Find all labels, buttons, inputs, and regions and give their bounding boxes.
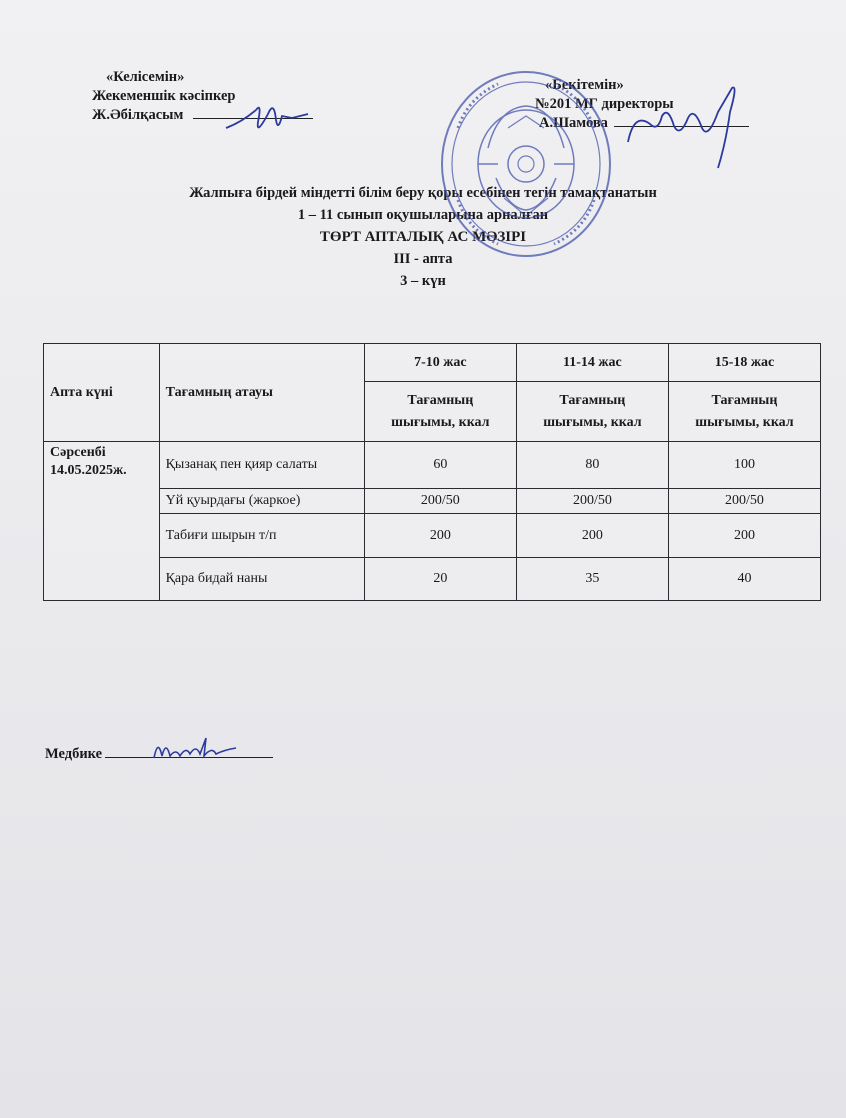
header-yield-line2: шығымы, ккал	[695, 414, 794, 430]
header-yield-line1: Тағамның	[559, 392, 626, 408]
header-yield	[364, 382, 516, 442]
header-age-15-18: 15-18 жас	[668, 344, 820, 382]
value-15-18: 100	[668, 442, 820, 489]
dish-name: Табиғи шырын т/п	[159, 514, 364, 558]
approval-right-heading: «Бекітемін»	[545, 77, 624, 93]
approval-right-position: №201 МГ директоры	[535, 96, 674, 112]
signature-left	[222, 92, 312, 142]
header-yield-line2: шығымы, ккал	[391, 414, 490, 430]
title-week: ІІІ - апта	[393, 251, 453, 267]
title-day: 3 – күн	[400, 273, 446, 289]
value-15-18: 200/50	[668, 489, 820, 514]
document-title	[0, 184, 846, 294]
official-seal-stamp	[438, 68, 614, 260]
value-11-14: 80	[516, 442, 668, 489]
table-header-row	[44, 344, 821, 382]
header-yield-line1: Тағамның	[407, 392, 474, 408]
header-yield-line1: Тағамның	[711, 392, 778, 408]
value-11-14: 200/50	[516, 489, 668, 514]
approval-left-name: Ж.Әбілқасым	[92, 107, 184, 123]
value-11-14: 200	[516, 514, 668, 558]
menu-table	[43, 343, 821, 601]
table-row	[44, 489, 821, 514]
dish-name: Қызанақ пен қияр салаты	[159, 442, 364, 489]
value-15-18: 200	[668, 514, 820, 558]
header-day: Апта күні	[44, 344, 160, 442]
header-dish: Тағамның атауы	[159, 344, 364, 442]
header-yield-line2: шығымы, ккал	[543, 414, 642, 430]
table-row	[44, 558, 821, 601]
value-7-10: 200	[364, 514, 516, 558]
day-date: 14.05.2025ж.	[50, 463, 127, 478]
approval-right-name: А.Шамова	[539, 115, 608, 131]
table-row	[44, 514, 821, 558]
header-yield	[516, 382, 668, 442]
signature-nurse	[150, 734, 240, 764]
header-yield	[668, 382, 820, 442]
day-name: Сәрсенбі	[50, 445, 106, 460]
day-cell	[44, 442, 160, 601]
header-age-7-10: 7-10 жас	[364, 344, 516, 382]
title-line-1: Жалпыға бірдей міндетті білім беру қоры есебінен тегін тамақтанатын	[189, 185, 657, 201]
header-age-11-14: 11-14 жас	[516, 344, 668, 382]
title-line-3: ТӨРТ АПТАЛЫҚ АС МӘЗІРІ	[319, 229, 527, 245]
nurse-label: Медбике	[45, 746, 103, 762]
value-7-10: 20	[364, 558, 516, 601]
signature-right	[622, 82, 752, 172]
dish-name: Қара бидай наны	[159, 558, 364, 601]
table-row	[44, 442, 821, 489]
dish-name: Үй қуырдағы (жаркое)	[159, 489, 364, 514]
value-15-18: 40	[668, 558, 820, 601]
title-line-2: 1 – 11 сынып оқушыларына арналған	[297, 207, 549, 223]
value-7-10: 200/50	[364, 489, 516, 514]
value-7-10: 60	[364, 442, 516, 489]
value-11-14: 35	[516, 558, 668, 601]
approval-left-position: Жекеменшік кәсіпкер	[92, 88, 236, 104]
approval-left-heading: «Келісемін»	[106, 69, 185, 85]
